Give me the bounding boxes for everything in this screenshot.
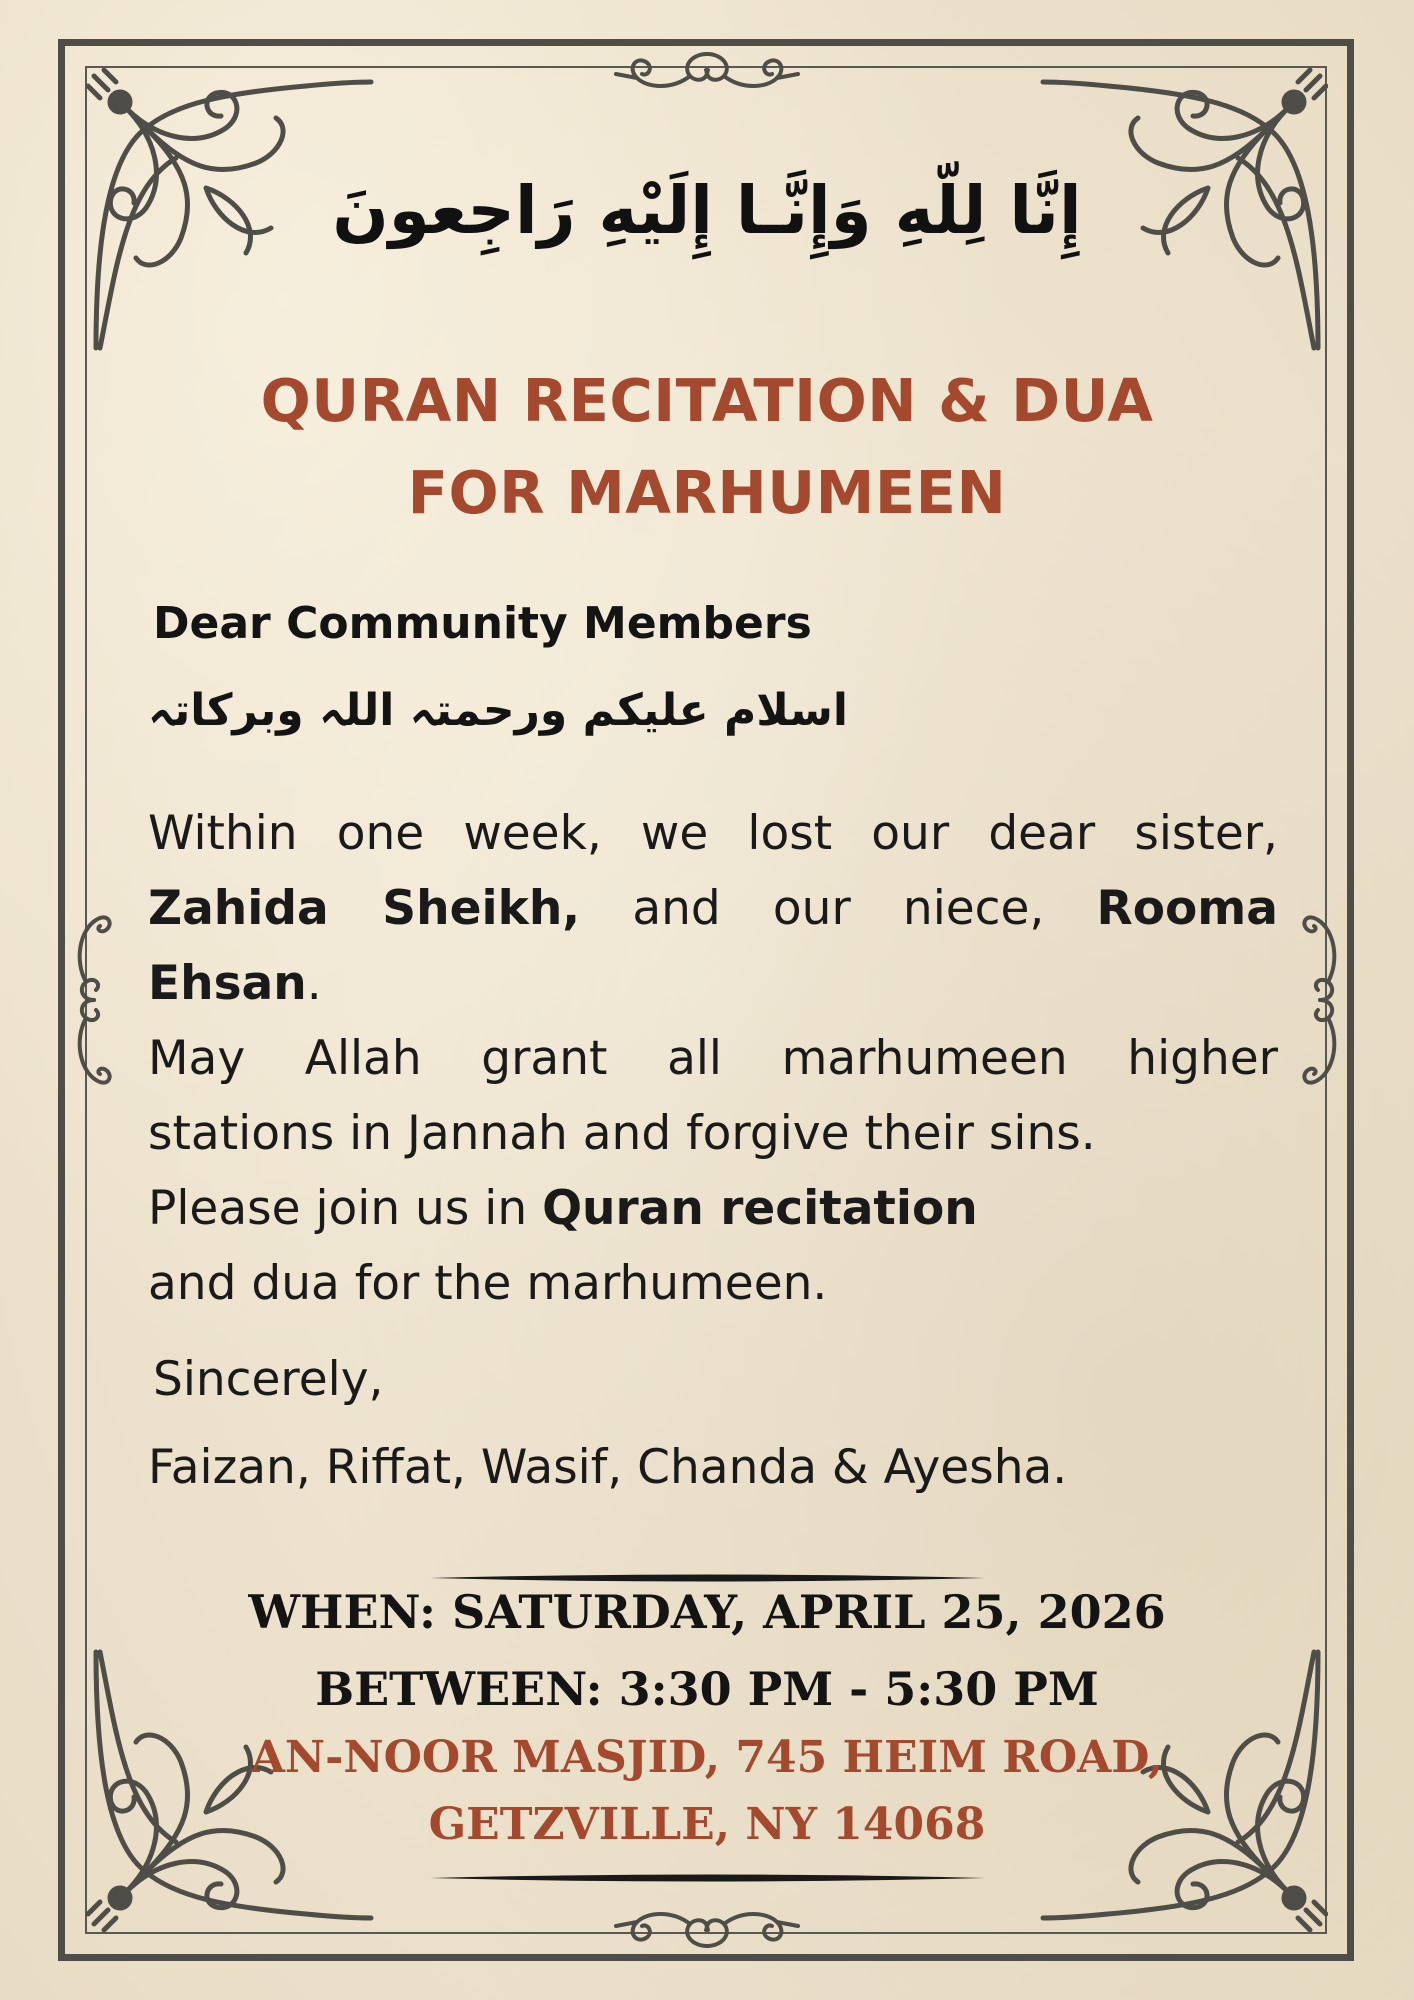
event-title-line-1: QURAN RECITATION & DUA <box>260 366 1154 435</box>
deceased-name-2-first: Rooma <box>1096 881 1278 936</box>
event-title <box>0 355 1414 539</box>
body-text-and-niece: and our niece, <box>632 881 1045 936</box>
quran-recitation-emphasis: Quran recitation <box>542 1181 978 1236</box>
arabic-verse: إِنَّا لِلّهِ وَإِنَّـا إِلَيْهِ رَاجِعونَ <box>332 172 1082 249</box>
body-line-6 <box>148 1171 1278 1246</box>
top-center-scroll <box>612 44 802 100</box>
event-title-line-2: FOR MARHUMEEN <box>407 458 1007 527</box>
body-period: . <box>306 956 322 1011</box>
greeting: Dear Community Members <box>153 598 812 649</box>
bottom-center-scroll <box>612 1900 802 1956</box>
body-line-2 <box>148 871 1278 946</box>
signers: Faizan, Riffat, Wasif, Chanda & Ayesha. <box>148 1440 1068 1495</box>
left-side-scroll <box>70 900 118 1100</box>
salaam-greeting: اسلام علیکم ورحمتہ اللہ وبرکاتہ <box>148 685 848 736</box>
letter-body <box>148 796 1278 1321</box>
divider-bottom <box>430 1873 985 1883</box>
event-date: WHEN: SATURDAY, APRIL 25, 2026 <box>248 1585 1166 1639</box>
closing: Sincerely, <box>153 1352 384 1407</box>
body-line-5: stations in Jannah and forgive their sins. <box>148 1106 1096 1161</box>
event-address-line-2: GETZVILLE, NY 14068 <box>428 1799 986 1850</box>
body-line-7: and dua for the marhumeen. <box>148 1256 828 1311</box>
body-line-1: Within one week, we lost our dear sister, <box>148 806 1278 861</box>
event-time: BETWEEN: 3:30 PM - 5:30 PM <box>315 1662 1099 1716</box>
body-line-3 <box>148 946 1278 1021</box>
invite-text: Please join us in <box>148 1181 528 1236</box>
body-line-4: May Allah grant all marhumeen higher <box>148 1031 1278 1086</box>
deceased-name-2-last: Ehsan <box>148 956 307 1011</box>
deceased-name-1: Zahida Sheikh, <box>148 881 581 936</box>
event-address-line-1: AN-NOOR MASJID, 745 HEIM ROAD, <box>250 1732 1164 1783</box>
divider-top <box>430 1573 985 1583</box>
right-side-scroll <box>1296 900 1344 1100</box>
